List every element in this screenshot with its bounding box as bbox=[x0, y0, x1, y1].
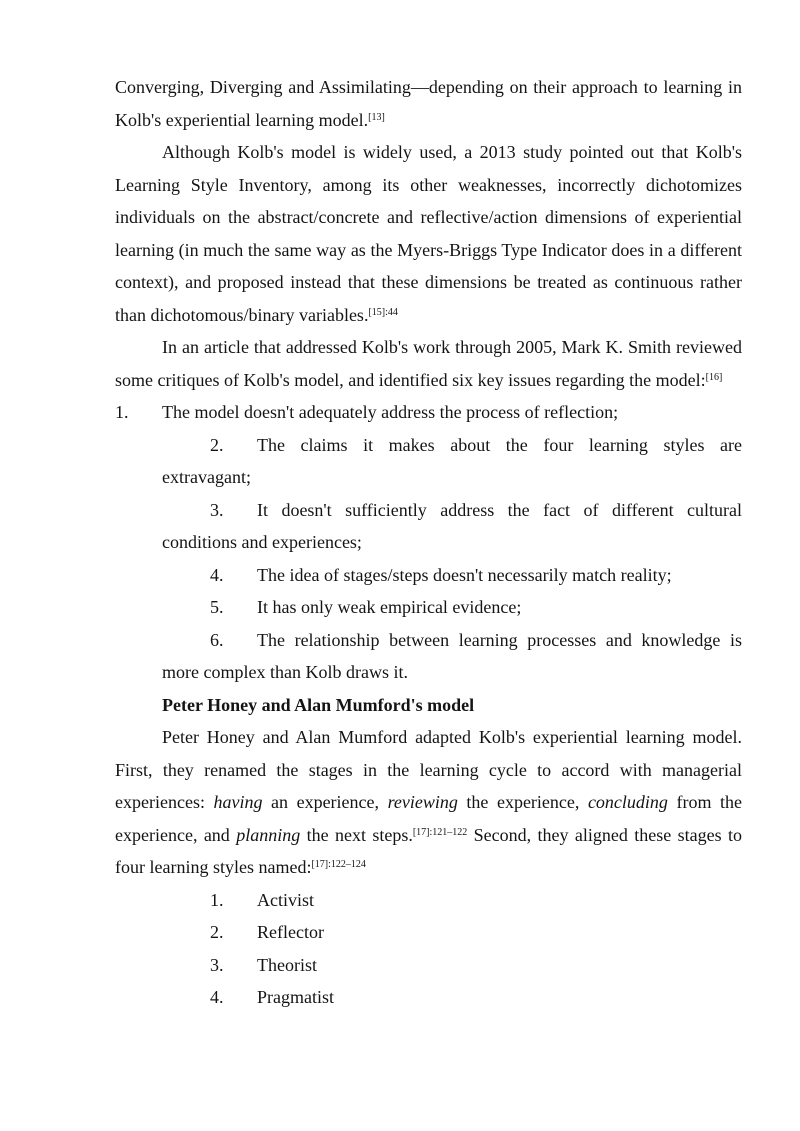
list-item-text: The idea of stages/steps doesn't necessarily match reality; bbox=[257, 564, 672, 585]
emphasis-text: reviewing bbox=[387, 792, 458, 812]
list-item-number: 3. bbox=[210, 499, 224, 520]
paragraph-learning-styles bbox=[115, 71, 742, 136]
emphasis-text: having bbox=[213, 792, 263, 812]
citation-ref[interactable]: [15]:44 bbox=[368, 306, 398, 318]
paragraph-text: In an article that addressed Kolb's work through 2005, Mark K. Smith reviewed some critiques of Kolb's model, and identified six key issues regarding the model: bbox=[115, 337, 742, 390]
list-item bbox=[162, 591, 742, 624]
list-item bbox=[162, 559, 742, 592]
emphasis-text: concluding bbox=[587, 792, 668, 812]
list-item-number: 1. bbox=[210, 889, 224, 910]
paragraph-kolb-critique bbox=[115, 136, 742, 331]
list-item-text: The claims it makes about the four learning styles are bbox=[257, 434, 742, 455]
list-item-text-continued: extravagant; bbox=[162, 467, 251, 487]
list-item-text: The model doesn't adequately address the process of reflection; bbox=[162, 402, 619, 422]
list-item bbox=[162, 916, 742, 949]
paragraph-text: from the experience, and bbox=[115, 792, 742, 845]
paragraph-text: Second, they aligned these stages to four learning styles named: bbox=[115, 824, 743, 877]
paragraph-smith-review bbox=[115, 331, 742, 396]
list-item bbox=[162, 949, 742, 982]
list-item-number: 4. bbox=[210, 564, 224, 585]
list-item-number: 4. bbox=[210, 987, 224, 1007]
list-item-number: 2. bbox=[210, 434, 224, 455]
citation-ref[interactable]: [16] bbox=[705, 371, 723, 383]
list-item-number: 1. bbox=[115, 402, 129, 422]
citation-ref[interactable]: [17]:122–124 bbox=[311, 859, 366, 870]
list-item-text: Pragmatist bbox=[257, 987, 334, 1007]
paragraph-text: the experience, bbox=[457, 792, 588, 812]
paragraph-text: Peter Honey and Alan Mumford adapted Kolb's experiential learning model. First, they renamed the stages in the learning cycle to accord with managerial experiences: bbox=[115, 727, 742, 812]
body-text bbox=[115, 71, 742, 1014]
list-item-text-continued: more complex than Kolb draws it. bbox=[162, 662, 408, 682]
list-item bbox=[162, 884, 742, 917]
paragraph-text: Although Kolb's model is widely used, a 2013 study pointed out that Kolb's Learning Style Inventory, among its other weaknesses, incorrectly dichotomizes individuals on the abstract/concrete and reflective/action dimensions of experiential learning (in much the same way as the Myers-Briggs Type Indicator does in a different context), and proposed instead that these dimensions be treated as continuous rather than dichotomous/binary variables. bbox=[115, 142, 742, 325]
list-item bbox=[162, 494, 742, 559]
list-item-text-continued: conditions and experiences; bbox=[162, 532, 362, 552]
paragraph-honey-mumford bbox=[115, 721, 742, 884]
section-heading: Peter Honey and Alan Mumford's model bbox=[162, 694, 475, 715]
list-item-number: 2. bbox=[210, 922, 224, 942]
list-item-number: 3. bbox=[210, 954, 224, 975]
emphasis-text: planning bbox=[236, 824, 301, 845]
list-item bbox=[162, 981, 742, 1014]
citation-ref[interactable]: [13] bbox=[368, 111, 385, 123]
issues-list bbox=[115, 396, 742, 689]
list-item-text: It has only weak empirical evidence; bbox=[257, 597, 522, 617]
list-item bbox=[115, 396, 742, 429]
list-item-number: 6. bbox=[210, 629, 224, 650]
list-item-text: Activist bbox=[257, 889, 314, 910]
paragraph-text: an experience, bbox=[262, 792, 388, 812]
list-item-text: Reflector bbox=[257, 922, 324, 942]
list-item-text: The relationship between learning processes and knowledge is bbox=[257, 629, 742, 650]
list-item-text: Theorist bbox=[257, 954, 317, 975]
citation-ref[interactable]: [17]:121–122 bbox=[412, 826, 468, 838]
paragraph-text: Converging, Diverging and Assimilating—depending on their approach to learning in Kolb's experiential learning model. bbox=[115, 77, 742, 130]
paragraph-text: the next steps. bbox=[300, 824, 413, 845]
list-item bbox=[162, 429, 742, 494]
styles-list bbox=[115, 884, 742, 1014]
list-item bbox=[162, 624, 742, 689]
list-item-text: It doesn't sufficiently address the fact of different cultural bbox=[257, 499, 742, 520]
list-item-number: 5. bbox=[210, 597, 224, 617]
